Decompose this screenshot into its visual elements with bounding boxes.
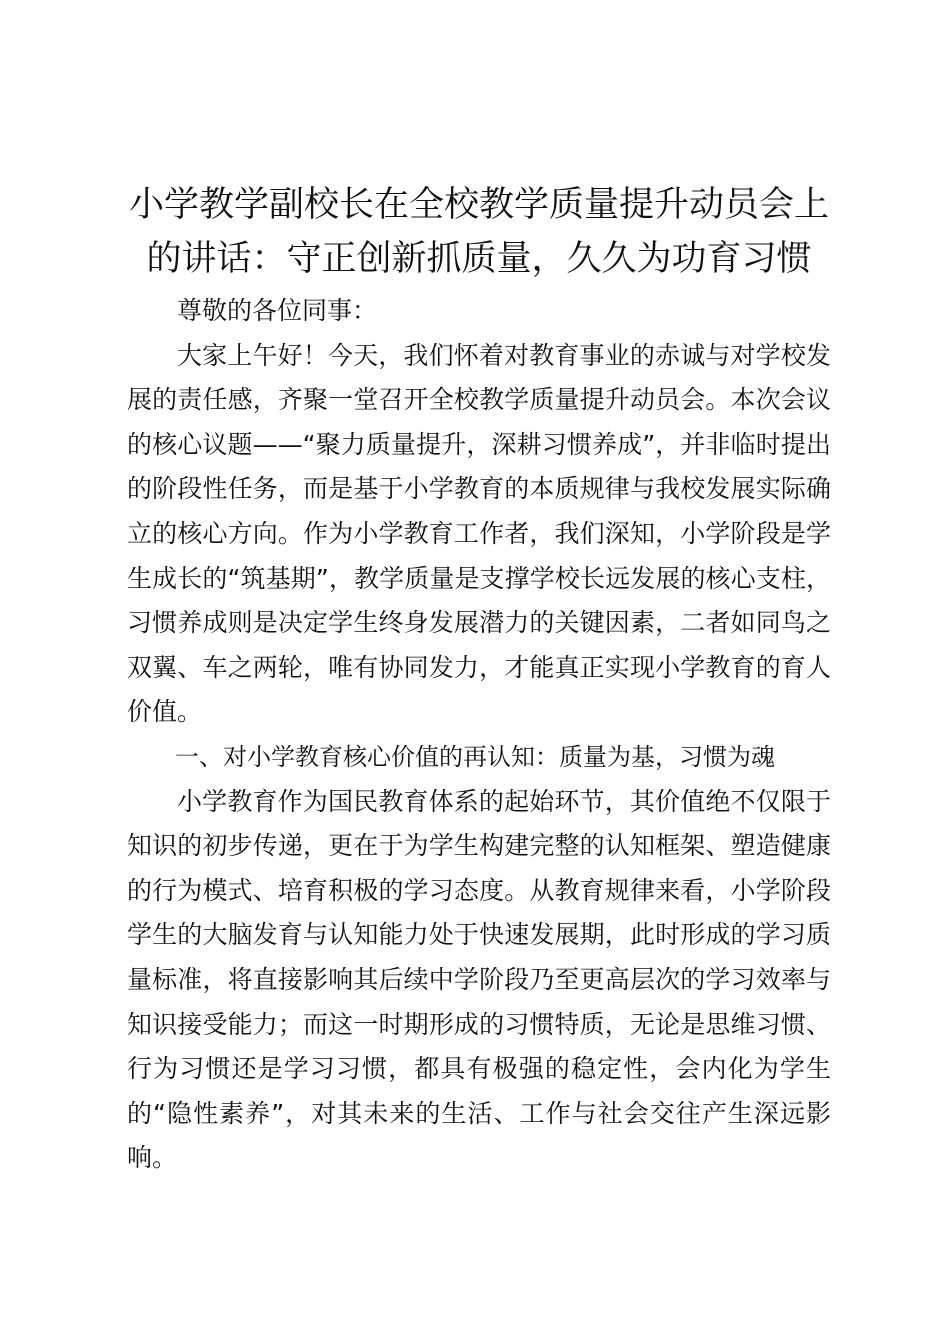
title-line-2: 的讲话：守正创新抓质量，久久为功育习惯: [146, 239, 812, 279]
document-title: [127, 178, 831, 286]
salutation: 尊敬的各位同事：: [177, 296, 378, 325]
section-heading: 一、对小学教育核心价值的再认知：质量为基，习惯为魂: [175, 742, 775, 771]
paragraph-section-1: 小学教育作为国民教育体系的起始环节，其价值绝不仅限于知识的初步传递，更在于为学生构建完整的认知框架、塑造健康的行为模式、培育积极的学习态度。从教育规律来看，小学阶段学生的大脑发育与认知能力处于快速发展期，此时形成的学习质量标准，将直接影响其后续中学阶段乃至更高层次的学习效率与知识接受能力；而这一时期形成的习惯特质，无论是思维习惯、行为习惯还是学习习惯，都具有极强的稳定性，会内化为学生的“隐性素养”，对其未来的生活、工作与社会交往产生深远影响。: [127, 786, 831, 1173]
paragraph-opening: 大家上午好！今天，我们怀着对教育事业的赤诚与对学校发展的责任感，齐聚一堂召开全校教学质量提升动员会。本次会议的核心议题——“聚力质量提升，深耕习惯养成”，并非临时提出的阶段性任务，而是基于小学教育的本质规律与我校发展实际确立的核心方向。作为小学教育工作者，我们深知，小学阶段是学生成长的“筑基期”，教学质量是支撑学校长远发展的核心支柱，习惯养成则是决定学生终身发展潜力的关键因素，二者如同鸟之双翼、车之两轮，唯有协同发力，才能真正实现小学教育的育人价值。: [127, 340, 831, 727]
title-line-1: 小学教学副校长在全校教学质量提升动员会上: [128, 185, 829, 225]
document-page: [127, 178, 831, 1181]
